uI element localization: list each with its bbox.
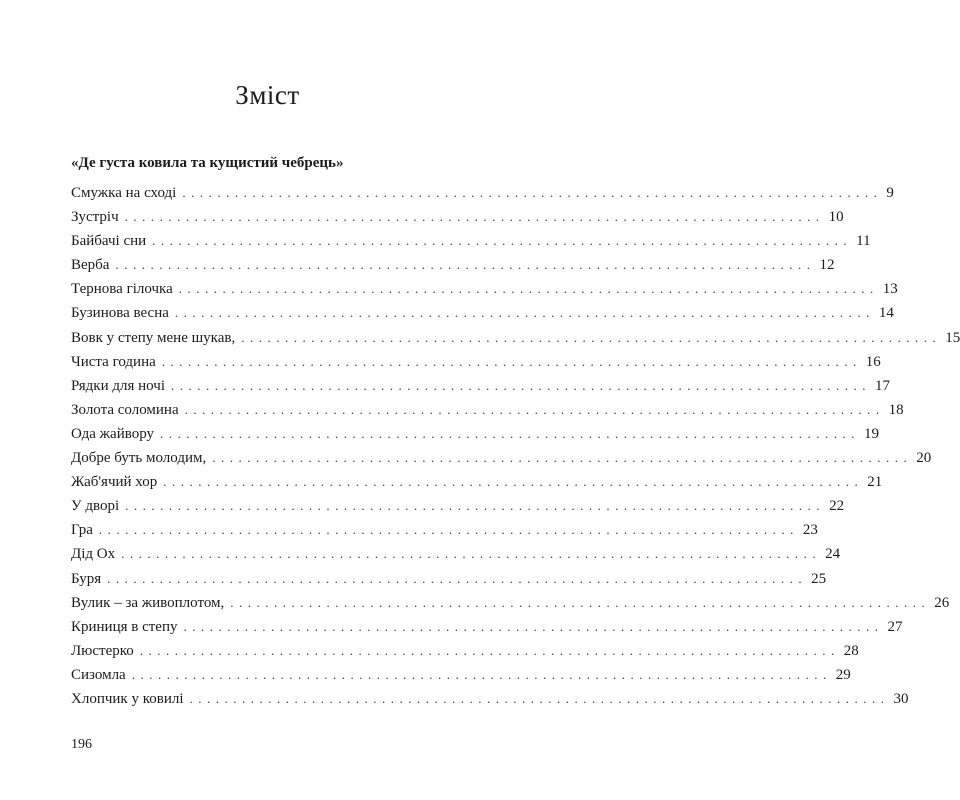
toc-entry [71,229,871,253]
toc-entry-title: Дід Ох [71,546,116,563]
toc-entry-title: Буря [71,570,102,587]
toc-entry-title: Люстерко [71,642,134,659]
dot-leader: ................................................................................ [160,425,861,441]
dot-leader: ................................................................................ [121,546,822,562]
toc-entry-page: 21 [867,474,883,491]
toc-entry-page: 13 [882,281,898,298]
toc-entry-page: 19 [864,425,880,442]
toc-entry-title: Тернова гілочка [71,281,173,298]
toc-entry [71,591,950,615]
toc-entry-page: 18 [888,401,904,418]
toc-entry-page: 17 [874,377,890,394]
toc-entry-title: Ода жайвору [71,425,155,442]
dot-leader: ................................................................................ [184,401,885,417]
toc-entry [71,326,960,350]
toc-entry-title: У дворі [71,498,120,515]
page-number: 196 [71,737,92,752]
toc-entry-page: 24 [825,546,841,563]
toc-entry-title: Бузинова весна [71,305,169,322]
toc-entry-title: Хлопчик у ковилі [71,690,184,707]
table-of-contents [71,181,960,711]
toc-entry-page: 29 [835,666,851,683]
toc-entry-page: 16 [865,353,881,370]
dot-leader: ................................................................................ [131,666,832,682]
dot-leader: ................................................................................ [139,642,840,658]
toc-entry-page: 12 [819,257,835,274]
toc-entry-page: 9 [886,185,894,201]
toc-entry [71,567,827,591]
toc-entry [71,277,898,301]
toc-entry-title: Сизомла [71,666,126,683]
toc-entry-title: Добре буть молодим, [71,450,207,467]
toc-entry [71,398,904,422]
section-heading: «Де густа ковила та кущистий чебрець» [71,155,344,171]
toc-entry-page: 26 [934,594,950,611]
toc-entry [71,181,894,205]
toc-entry-title: Вовк у степу мене шукав, [71,329,236,346]
toc-entry-title: Гра [71,522,93,539]
toc-entry-page: 27 [887,618,903,635]
dot-leader: ................................................................................ [98,522,799,538]
toc-entry [71,253,835,277]
dot-leader: ................................................................................ [189,690,890,706]
toc-entry [71,687,909,711]
dot-leader: ................................................................................ [230,594,931,610]
toc-entry [71,350,881,374]
toc-entry-title: Рядки для ночі [71,377,165,394]
dot-leader: ................................................................................ [183,618,884,634]
toc-entry [71,494,845,518]
toc-entry-page: 20 [916,450,932,467]
toc-entry [71,639,859,663]
toc-entry-page: 14 [878,305,894,322]
toc-entry-page: 10 [828,209,844,226]
toc-entry [71,470,883,494]
toc-entry-title: Вулик – за живоплотом, [71,594,225,611]
dot-leader: ................................................................................ [152,233,853,249]
toc-entry [71,518,818,542]
dot-leader: ................................................................................ [163,474,864,490]
dot-leader: ................................................................................ [107,570,808,586]
dot-leader: ................................................................................ [241,329,942,345]
toc-entry [71,422,880,446]
dot-leader: ................................................................................ [125,498,826,514]
toc-entry-page: 30 [893,690,909,707]
toc-entry-page: 22 [829,498,845,515]
toc-entry-page: 11 [856,233,871,250]
toc-entry [71,446,932,470]
dot-leader: ................................................................................ [212,450,913,466]
toc-entry-title: Жаб'ячий хор [71,474,158,491]
dot-leader: ................................................................................ [174,305,875,321]
toc-entry [71,301,894,325]
dot-leader: ................................................................................ [115,257,816,273]
toc-entry-title: Чиста година [71,353,156,370]
page-title: Зміст [235,80,300,110]
toc-entry-page: 23 [802,522,818,539]
toc-entry-title: Верба [71,257,110,274]
toc-entry-title: Золота соломина [71,401,179,418]
toc-entry-page: 28 [843,642,859,659]
toc-entry-page: 25 [811,570,827,587]
dot-leader: ................................................................................ [170,377,871,393]
toc-entry [71,374,890,398]
dot-leader: ................................................................................ [182,185,883,200]
toc-entry-page: 15 [945,329,960,346]
dot-leader: ................................................................................ [124,209,825,225]
toc-entry [71,205,844,229]
toc-entry-title: Зустріч [71,209,119,226]
dot-leader: ................................................................................ [178,281,879,297]
toc-entry [71,542,841,566]
toc-entry-title: Криниця в степу [71,618,178,635]
toc-entry [71,615,903,639]
toc-entry-title: Байбачі сни [71,233,147,250]
dot-leader: ................................................................................ [161,353,862,369]
toc-entry-title: Смужка на сході [71,185,177,201]
toc-entry [71,663,851,687]
